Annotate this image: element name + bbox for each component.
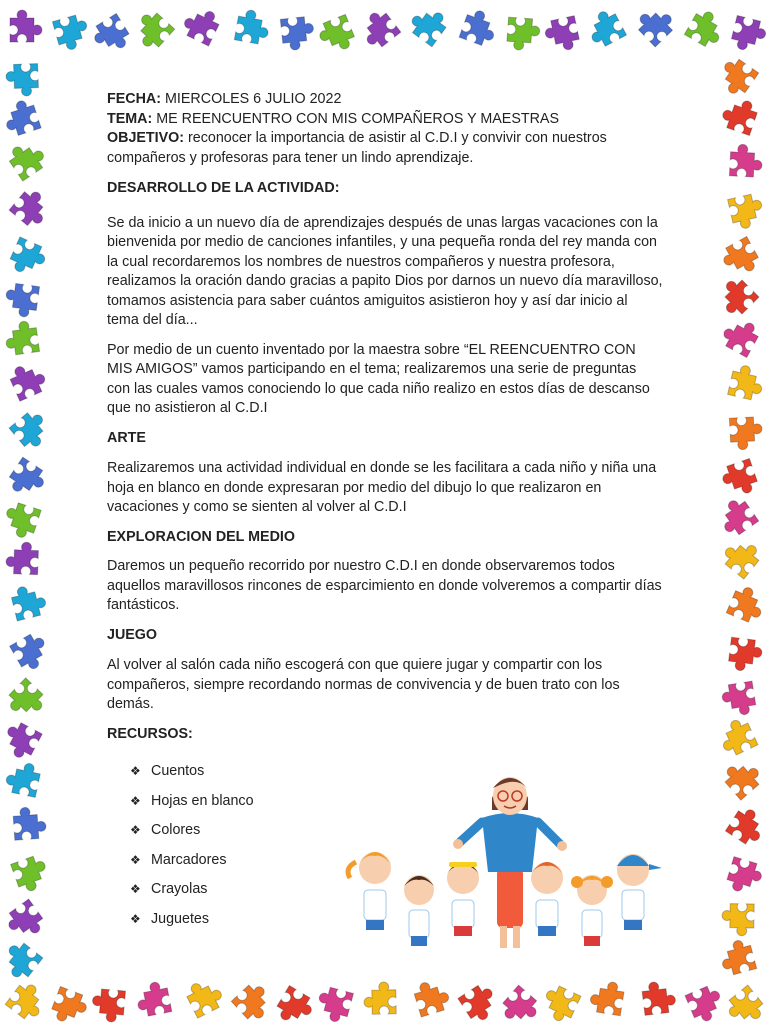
puzzle-piece-icon xyxy=(183,975,226,1018)
desarrollo-paragraph-1: Se da inicio a un nuevo día de aprendizajes después de unas largas vacaciones con la bienvenida por medio de canciones infantiles, y una pequeña ronda del rey manda con la cual recordaremos los nombres de nuestros compañeros y nuestra profesora, realizamos la oración dando gracias a papito Dios por darnos un nuevo día maravilloso, tomamos asistencia para saber cuántos amiguitos asistieron hoy y así dar inicio al tema del día... xyxy=(107,214,663,328)
puzzle-piece-icon xyxy=(49,986,90,1024)
list-item xyxy=(130,821,254,851)
desarrollo-paragraph-2: Por medio de un cuento inventado por la maestra sobre “EL REENCUENTRO CON MIS AMIGOS” vamos participando en el tema; realizaremos una serie de preguntas con las cuales vamos conociendo lo que cada niño realizo en estos días de descanso que no asistieron al C.D.I xyxy=(107,341,650,416)
puzzle-piece-icon xyxy=(316,14,358,56)
puzzle-piece-icon xyxy=(720,681,757,718)
exploracion-heading: EXPLORACION DEL MEDIO xyxy=(107,528,295,545)
list-item-label: Crayolas xyxy=(151,881,208,898)
puzzle-piece-icon xyxy=(725,804,768,848)
child-figure xyxy=(348,852,391,930)
diamond-bullet-icon: ❖ xyxy=(130,852,141,867)
list-item-label: Cuentos xyxy=(151,763,205,779)
puzzle-piece-icon xyxy=(726,583,768,625)
puzzle-piece-icon xyxy=(356,7,401,52)
puzzle-piece-icon xyxy=(728,363,766,401)
puzzle-piece-icon xyxy=(11,853,52,894)
puzzle-piece-icon xyxy=(10,582,49,621)
fecha-label: FECHA: xyxy=(107,91,162,107)
puzzle-piece-icon xyxy=(684,7,728,51)
puzzle-piece-icon xyxy=(583,7,626,50)
puzzle-piece-icon xyxy=(730,15,768,54)
diamond-bullet-icon: ❖ xyxy=(130,911,141,926)
puzzle-piece-icon xyxy=(130,8,175,53)
desarrollo-heading: DESARROLLO DE LA ACTIVIDAD: xyxy=(107,180,340,196)
puzzle-piece-icon xyxy=(314,985,353,1024)
puzzle-piece-icon xyxy=(458,981,502,1024)
puzzle-piece-icon xyxy=(719,95,760,136)
recursos-list xyxy=(130,762,254,940)
puzzle-piece-icon xyxy=(13,806,47,840)
puzzle-piece-icon xyxy=(459,7,500,48)
puzzle-piece-icon xyxy=(6,64,39,97)
list-item-label: Hojas en blanco xyxy=(151,792,254,809)
puzzle-piece-icon xyxy=(498,985,543,1024)
child-figure xyxy=(447,862,479,936)
puzzle-piece-icon xyxy=(729,144,763,178)
puzzle-piece-icon xyxy=(7,359,49,401)
objetivo-line xyxy=(107,129,663,168)
puzzle-piece-icon xyxy=(364,982,397,1015)
puzzle-piece-icon xyxy=(10,630,54,674)
child-figure xyxy=(571,875,613,946)
puzzle-piece-icon xyxy=(5,979,50,1024)
puzzle-piece-icon xyxy=(729,417,763,451)
puzzle-piece-icon xyxy=(6,542,39,575)
puzzle-piece-icon xyxy=(538,983,581,1024)
objetivo-label: OBJETIVO: xyxy=(107,130,185,146)
child-figure xyxy=(404,875,434,946)
puzzle-piece-icon xyxy=(5,137,49,181)
objetivo-value: reconocer la importancia de asistir al C.D.I y convivir con nuestros compañeros y profesoras para tener un lindo aprendizaje. xyxy=(107,130,607,166)
puzzle-piece-icon xyxy=(728,637,764,673)
puzzle-piece-icon xyxy=(714,274,759,319)
juego-heading: JUEGO xyxy=(107,626,158,643)
list-item xyxy=(130,880,254,910)
puzzle-piece-icon xyxy=(589,979,626,1016)
puzzle-piece-icon xyxy=(3,320,39,356)
lesson-plan xyxy=(107,90,663,744)
puzzle-piece-icon xyxy=(719,314,763,358)
puzzle-piece-icon xyxy=(543,16,581,54)
puzzle-piece-icon xyxy=(180,3,223,46)
puzzle-piece-icon xyxy=(725,857,765,897)
puzzle-piece-icon xyxy=(720,755,765,800)
puzzle-piece-icon xyxy=(9,186,54,231)
puzzle-piece-icon xyxy=(715,716,758,759)
diamond-bullet-icon: ❖ xyxy=(130,823,141,838)
puzzle-piece-icon xyxy=(280,16,315,51)
puzzle-piece-icon xyxy=(719,236,763,280)
tema-label: TEMA: xyxy=(107,110,153,127)
list-item xyxy=(130,792,254,822)
diamond-bullet-icon: ❖ xyxy=(130,882,141,897)
puzzle-piece-icon xyxy=(9,408,54,453)
puzzle-piece-icon xyxy=(633,2,678,47)
juego-paragraph: Al volver al salón cada niño escogerá con que quiere jugar y compartir con los compañeros, siempre recordando normas de convivencia y de buen trato con los demás. xyxy=(107,657,620,712)
puzzle-piece-icon xyxy=(91,988,126,1023)
puzzle-piece-icon xyxy=(685,983,727,1024)
puzzle-piece-icon xyxy=(4,759,42,797)
puzzle-piece-icon xyxy=(1,500,41,540)
puzzle-piece-icon xyxy=(641,980,677,1016)
puzzle-piece-icon xyxy=(3,282,39,318)
child-figure xyxy=(531,862,563,936)
list-item-label: Marcadores xyxy=(151,851,227,868)
puzzle-piece-icon xyxy=(3,678,48,723)
puzzle-piece-icon xyxy=(412,977,452,1017)
diamond-bullet-icon: ❖ xyxy=(130,793,141,808)
puzzle-piece-icon xyxy=(234,8,271,45)
puzzle-piece-icon xyxy=(5,457,49,501)
puzzle-piece-icon xyxy=(719,534,764,579)
list-item xyxy=(130,910,254,940)
puzzle-piece-icon xyxy=(273,986,317,1024)
puzzle-piece-icon xyxy=(714,495,759,540)
puzzle-piece-icon xyxy=(7,237,49,279)
puzzle-piece-icon xyxy=(231,980,276,1024)
list-item xyxy=(130,851,254,881)
fecha-line xyxy=(107,90,663,110)
puzzle-piece-icon xyxy=(89,13,133,57)
list-item-label: Juguetes xyxy=(151,910,210,927)
puzzle-piece-icon xyxy=(506,17,540,51)
puzzle-piece-icon xyxy=(52,13,92,53)
puzzle-piece-icon xyxy=(406,2,451,47)
list-item xyxy=(130,762,254,792)
puzzle-piece-icon xyxy=(719,459,760,500)
fecha-value: MIERCOLES 6 JULIO 2022 xyxy=(165,91,342,107)
diamond-bullet-icon: ❖ xyxy=(130,764,141,778)
puzzle-piece-icon xyxy=(10,10,42,42)
puzzle-piece-icon xyxy=(134,980,172,1018)
puzzle-piece-icon xyxy=(714,55,759,100)
puzzle-piece-icon xyxy=(723,985,768,1024)
teacher-with-children-icon xyxy=(332,750,672,960)
puzzle-piece-icon xyxy=(722,903,755,936)
tema-value: ME REENCUENTRO CON MIS COMPAÑEROS Y MAESTRAS xyxy=(156,110,559,127)
list-item-label: Colores xyxy=(151,822,201,839)
puzzle-piece-icon xyxy=(0,719,42,762)
child-figure xyxy=(617,854,662,930)
puzzle-piece-icon xyxy=(0,938,43,983)
arte-heading: ARTE xyxy=(107,429,146,446)
puzzle-piece-icon xyxy=(718,938,757,977)
puzzle-piece-icon xyxy=(3,899,48,944)
recursos-heading: RECURSOS: xyxy=(107,725,193,742)
tema-line xyxy=(107,110,663,130)
exploracion-paragraph: Daremos un pequeño recorrido por nuestro C.D.I en donde observaremos todos aquellos maravillosos rincones de esparcimiento en donde volveremos a compartir días fantásticos. xyxy=(107,558,662,613)
puzzle-piece-icon xyxy=(728,192,766,230)
puzzle-piece-icon xyxy=(1,97,41,137)
arte-paragraph: Realizaremos una actividad individual en donde se les facilitara a cada niño y niña una hoja en blanco en donde expresaran por medio del dibujo lo que realizaron en vacaciones y como se sienten al volver al C.D.I xyxy=(107,460,657,515)
